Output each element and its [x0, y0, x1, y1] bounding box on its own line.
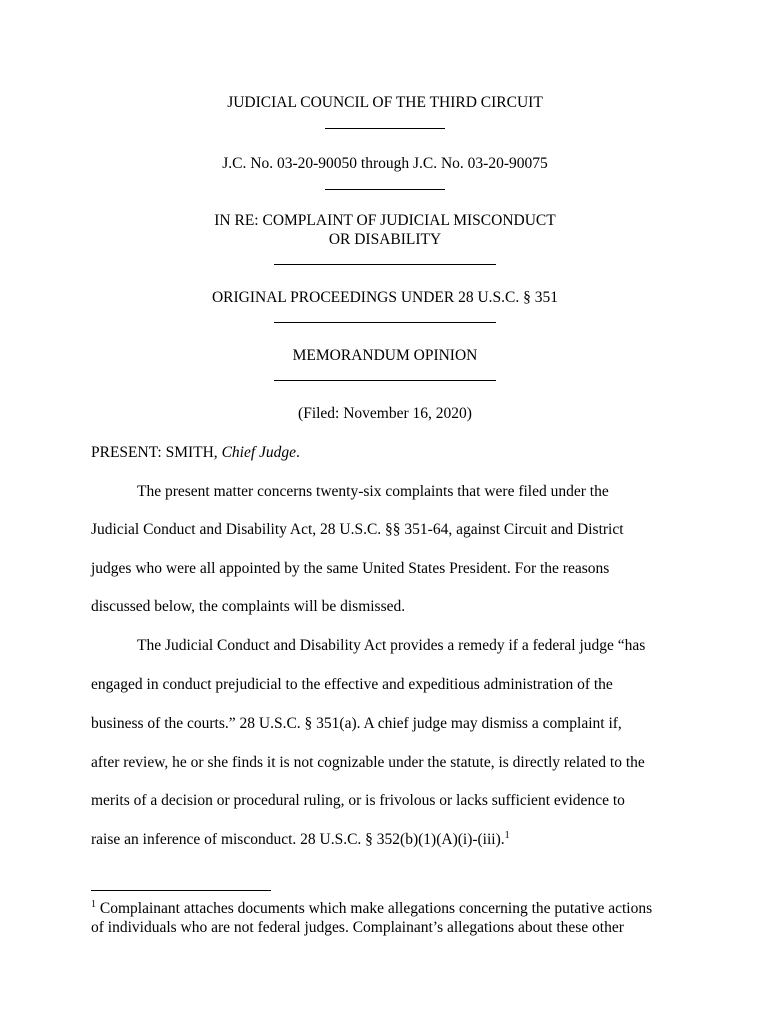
- body-line: judges who were all appointed by the same United States President. For the reasons: [91, 560, 610, 577]
- caption-rule-1: [0, 128, 770, 129]
- footnote-line: of individuals who are not federal judges. Complainant’s allegations about these other: [91, 919, 624, 936]
- footnote-number: 1: [91, 899, 96, 910]
- body-line: discussed below, the complaints will be dismissed.: [91, 598, 406, 615]
- body-line-with-footnote-ref: [91, 831, 510, 849]
- in-re-line-1: IN RE: COMPLAINT OF JUDICIAL MISCONDUCT: [214, 212, 556, 229]
- body-text: raise an inference of misconduct. 28 U.S.C. § 352(b)(1)(A)(i)-(iii).: [91, 831, 505, 848]
- case-numbers: J.C. No. 03-20-90050 through J.C. No. 03-20-90075: [222, 155, 548, 172]
- caption-rule-2: [0, 189, 770, 190]
- present-title: Chief Judge: [221, 444, 297, 461]
- footnote-ref[interactable]: 1: [504, 830, 510, 841]
- court-name: JUDICIAL COUNCIL OF THE THIRD CIRCUIT: [227, 94, 543, 111]
- in-re-line-2: OR DISABILITY: [328, 231, 442, 248]
- caption-rule-4: [0, 322, 770, 323]
- proceedings-line: ORIGINAL PROCEEDINGS UNDER 28 U.S.C. § 351: [211, 289, 559, 306]
- body-line: Judicial Conduct and Disability Act, 28 U.S.C. §§ 351-64, against Circuit and District: [91, 521, 624, 538]
- filed-date: (Filed: November 16, 2020): [298, 405, 472, 422]
- footnote-separator: [91, 890, 271, 891]
- body-line: after review, he or she finds it is not cognizable under the statute, is directly related to the: [91, 754, 645, 771]
- caption-rule-3: [0, 264, 770, 265]
- present-line: [91, 444, 300, 462]
- footnote-text: Complainant attaches documents which make allegations concerning the putative actions: [96, 900, 653, 917]
- present-prefix: PRESENT: SMITH,: [91, 444, 222, 461]
- present-suffix: .: [296, 444, 300, 461]
- document-type: MEMORANDUM OPINION: [292, 347, 478, 364]
- body-line: engaged in conduct prejudicial to the effective and expeditious administration of the: [91, 676, 613, 693]
- body-line: The present matter concerns twenty-six complaints that were filed under the: [137, 483, 609, 500]
- caption-rule-5: [0, 380, 770, 381]
- body-line: merits of a decision or procedural ruling, or is frivolous or lacks sufficient evidence to: [91, 792, 625, 809]
- footnote-line: [91, 900, 652, 918]
- body-line: business of the courts.” 28 U.S.C. § 351(a). A chief judge may dismiss a complaint if,: [91, 715, 622, 732]
- body-line: The Judicial Conduct and Disability Act provides a remedy if a federal judge “has: [137, 637, 646, 654]
